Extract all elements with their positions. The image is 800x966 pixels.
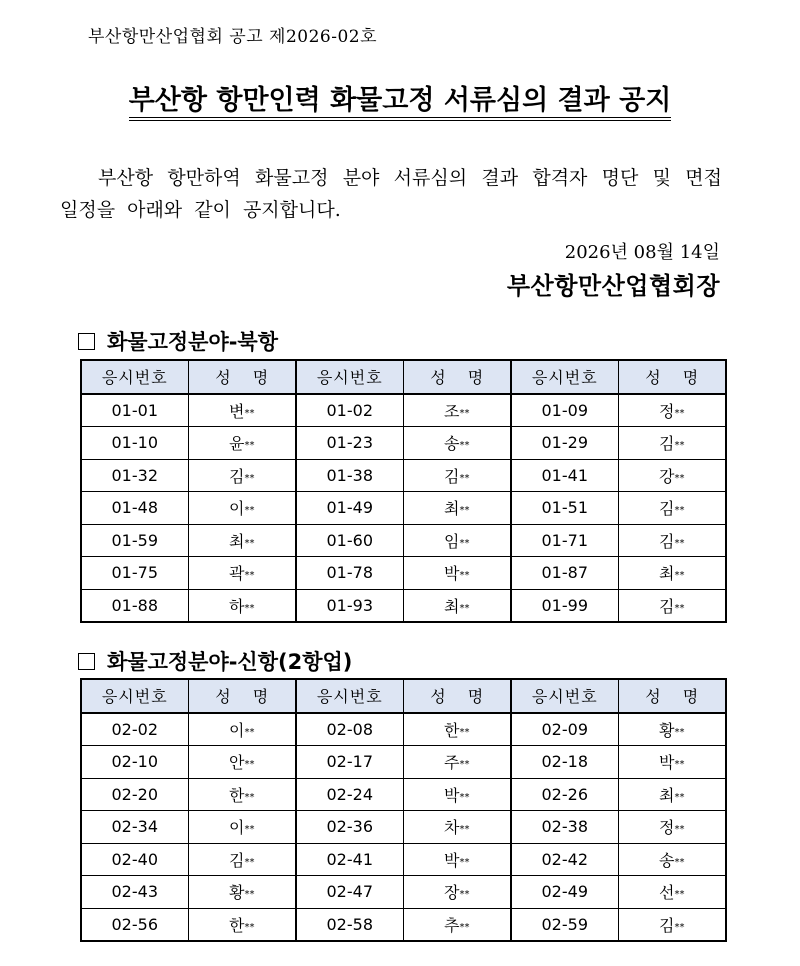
candidate-name-cell: [188, 589, 296, 622]
name-mask: **: [674, 472, 685, 484]
candidate-name-cell: [403, 876, 511, 909]
exam-number-cell: 01-99: [511, 589, 618, 622]
header-exam-number: 응시번호: [511, 679, 618, 713]
candidate-name-cell: [403, 746, 511, 779]
exam-number-cell: 02-38: [511, 811, 618, 844]
name-mask: **: [244, 570, 255, 582]
name-mask: **: [459, 570, 470, 582]
header-name: 성명: [618, 679, 726, 713]
candidate-name-cell: [403, 557, 511, 590]
name-mask: **: [459, 505, 470, 517]
name-mask: **: [244, 472, 255, 484]
candidate-surname: 임: [444, 531, 460, 551]
candidate-surname: 이: [229, 499, 245, 519]
name-mask: **: [674, 856, 685, 868]
table-row: [81, 492, 726, 525]
page-title: [0, 78, 800, 117]
candidate-surname: 안: [229, 753, 245, 773]
table-row: [81, 778, 726, 811]
candidate-name-cell: [188, 778, 296, 811]
candidate-name-cell: [618, 492, 726, 525]
candidate-name-cell: [618, 811, 726, 844]
table-row: [81, 589, 726, 622]
candidate-name-cell: [188, 524, 296, 557]
candidate-surname: 황: [229, 883, 245, 903]
square-bullet-icon: [78, 653, 95, 670]
candidate-surname: 박: [444, 785, 460, 805]
table-row: [81, 427, 726, 460]
exam-number-cell: 02-09: [511, 713, 618, 746]
candidate-surname: 이: [229, 720, 245, 740]
candidate-surname: 김: [659, 499, 675, 519]
name-mask: **: [459, 537, 470, 549]
page-title-text: 부산항 항만인력 화물고정 서류심의 결과 공지: [129, 85, 672, 121]
candidate-name-cell: [403, 843, 511, 876]
candidate-name-cell: [188, 713, 296, 746]
candidate-surname: 김: [659, 596, 675, 616]
name-mask: **: [244, 921, 255, 933]
candidate-surname: 한: [444, 720, 460, 740]
name-mask: **: [674, 537, 685, 549]
exam-number-cell: 02-18: [511, 746, 618, 779]
exam-number-cell: 02-59: [511, 908, 618, 941]
exam-number-cell: 02-58: [296, 908, 403, 941]
exam-number-cell: 02-02: [81, 713, 188, 746]
name-mask: **: [459, 889, 470, 901]
candidate-surname: 최: [659, 564, 675, 584]
exam-number-cell: 02-49: [511, 876, 618, 909]
exam-number-cell: 02-34: [81, 811, 188, 844]
name-mask: **: [244, 505, 255, 517]
name-mask: **: [244, 537, 255, 549]
header-name: 성명: [403, 360, 511, 394]
table-header-row: [81, 360, 726, 394]
exam-number-cell: 01-38: [296, 459, 403, 492]
table-row: [81, 713, 726, 746]
candidate-surname: 박: [659, 753, 675, 773]
name-mask: **: [674, 921, 685, 933]
name-mask: **: [459, 791, 470, 803]
table-row: [81, 843, 726, 876]
table-row: [81, 876, 726, 909]
candidate-surname: 김: [229, 466, 245, 486]
name-mask: **: [459, 440, 470, 452]
candidate-name-cell: [188, 394, 296, 427]
candidate-name-cell: [188, 492, 296, 525]
notice-signer: 부산항만산업협회장: [506, 272, 720, 300]
name-mask: **: [459, 759, 470, 771]
candidate-surname: 최: [229, 531, 245, 551]
candidate-name-cell: [403, 492, 511, 525]
exam-number-cell: 02-56: [81, 908, 188, 941]
candidate-surname: 최: [444, 499, 460, 519]
name-mask: **: [244, 856, 255, 868]
candidate-surname: 변: [229, 401, 245, 421]
candidate-name-cell: [618, 459, 726, 492]
name-mask: **: [244, 791, 255, 803]
header-exam-number: 응시번호: [81, 360, 188, 394]
candidate-name-cell: [188, 908, 296, 941]
name-mask: **: [674, 791, 685, 803]
name-mask: **: [674, 407, 685, 419]
candidate-surname: 윤: [229, 434, 245, 454]
candidate-name-cell: [188, 811, 296, 844]
candidate-name-cell: [618, 524, 726, 557]
exam-number-cell: 01-01: [81, 394, 188, 427]
candidate-surname: 김: [659, 531, 675, 551]
exam-number-cell: 01-59: [81, 524, 188, 557]
exam-number-cell: 01-93: [296, 589, 403, 622]
section-title-bukhang: [78, 326, 278, 356]
name-mask: **: [674, 505, 685, 517]
candidate-name-cell: [403, 459, 511, 492]
candidate-surname: 정: [659, 401, 675, 421]
name-mask: **: [244, 726, 255, 738]
exam-number-cell: 02-24: [296, 778, 403, 811]
header-name: 성명: [618, 360, 726, 394]
candidate-surname: 곽: [229, 564, 245, 584]
name-mask: **: [244, 440, 255, 452]
name-mask: **: [244, 824, 255, 836]
name-mask: **: [674, 440, 685, 452]
candidate-surname: 강: [659, 466, 675, 486]
candidate-name-cell: [618, 394, 726, 427]
candidate-name-cell: [403, 908, 511, 941]
exam-number-cell: 01-71: [511, 524, 618, 557]
exam-number-cell: 02-17: [296, 746, 403, 779]
name-mask: **: [674, 759, 685, 771]
exam-number-cell: 01-09: [511, 394, 618, 427]
candidate-surname: 한: [229, 785, 245, 805]
exam-number-cell: 02-26: [511, 778, 618, 811]
candidate-surname: 선: [659, 883, 675, 903]
candidate-surname: 최: [659, 785, 675, 805]
exam-number-cell: 01-88: [81, 589, 188, 622]
candidate-surname: 박: [444, 564, 460, 584]
name-mask: **: [459, 824, 470, 836]
candidate-name-cell: [403, 524, 511, 557]
name-mask: **: [459, 856, 470, 868]
exam-number-cell: 01-23: [296, 427, 403, 460]
candidate-name-cell: [188, 459, 296, 492]
candidate-surname: 김: [229, 850, 245, 870]
candidate-surname: 장: [444, 883, 460, 903]
notice-date: 2026년 08월 14일: [564, 242, 720, 263]
candidate-surname: 김: [659, 434, 675, 454]
exam-number-cell: 01-32: [81, 459, 188, 492]
section-title-text: 화물고정분야-북항: [107, 330, 279, 354]
candidate-surname: 한: [229, 915, 245, 935]
candidate-name-cell: [618, 589, 726, 622]
table-header-row: [81, 679, 726, 713]
exam-number-cell: 02-40: [81, 843, 188, 876]
candidate-name-cell: [188, 427, 296, 460]
exam-number-cell: 01-48: [81, 492, 188, 525]
candidate-surname: 이: [229, 818, 245, 838]
candidate-name-cell: [403, 811, 511, 844]
name-mask: **: [459, 602, 470, 614]
header-name: 성명: [188, 360, 296, 394]
exam-number-cell: 01-87: [511, 557, 618, 590]
exam-number-cell: 01-75: [81, 557, 188, 590]
candidate-name-cell: [188, 876, 296, 909]
notice-body: [60, 162, 722, 226]
candidate-name-cell: [188, 746, 296, 779]
header-exam-number: 응시번호: [296, 360, 403, 394]
table-row: [81, 746, 726, 779]
name-mask: **: [244, 759, 255, 771]
table-row: [81, 394, 726, 427]
candidate-name-cell: [188, 557, 296, 590]
candidate-name-cell: [618, 713, 726, 746]
candidate-surname: 박: [444, 850, 460, 870]
name-mask: **: [674, 726, 685, 738]
exam-number-cell: 02-47: [296, 876, 403, 909]
results-table-sinhang: [80, 678, 727, 942]
name-mask: **: [674, 824, 685, 836]
candidate-surname: 최: [444, 596, 460, 616]
exam-number-cell: 02-10: [81, 746, 188, 779]
name-mask: **: [674, 602, 685, 614]
header-exam-number: 응시번호: [511, 360, 618, 394]
exam-number-cell: 01-41: [511, 459, 618, 492]
square-bullet-icon: [78, 333, 95, 350]
name-mask: **: [244, 602, 255, 614]
exam-number-cell: 01-29: [511, 427, 618, 460]
name-mask: **: [244, 407, 255, 419]
table-row: [81, 908, 726, 941]
candidate-surname: 김: [659, 915, 675, 935]
exam-number-cell: 02-42: [511, 843, 618, 876]
candidate-name-cell: [403, 778, 511, 811]
header-exam-number: 응시번호: [81, 679, 188, 713]
candidate-surname: 하: [229, 596, 245, 616]
candidate-name-cell: [618, 843, 726, 876]
name-mask: **: [459, 407, 470, 419]
exam-number-cell: 01-10: [81, 427, 188, 460]
name-mask: **: [674, 889, 685, 901]
candidate-surname: 송: [659, 850, 675, 870]
candidate-name-cell: [618, 876, 726, 909]
name-mask: **: [244, 889, 255, 901]
table-row: [81, 524, 726, 557]
candidate-name-cell: [618, 557, 726, 590]
candidate-surname: 차: [444, 818, 460, 838]
exam-number-cell: 02-20: [81, 778, 188, 811]
header-exam-number: 응시번호: [296, 679, 403, 713]
candidate-name-cell: [188, 843, 296, 876]
section-title-sinhang: [78, 646, 352, 676]
candidate-name-cell: [618, 746, 726, 779]
exam-number-cell: 01-78: [296, 557, 403, 590]
section-title-text: 화물고정분야-신항(2항업): [107, 650, 353, 674]
candidate-surname: 황: [659, 720, 675, 740]
exam-number-cell: 01-02: [296, 394, 403, 427]
candidate-name-cell: [618, 778, 726, 811]
name-mask: **: [459, 921, 470, 933]
exam-number-cell: 02-43: [81, 876, 188, 909]
exam-number-cell: 01-51: [511, 492, 618, 525]
candidate-name-cell: [403, 713, 511, 746]
candidate-name-cell: [403, 427, 511, 460]
results-table-bukhang: [80, 359, 727, 623]
table-row: [81, 459, 726, 492]
table-row: [81, 811, 726, 844]
candidate-surname: 조: [444, 401, 460, 421]
candidate-surname: 정: [659, 818, 675, 838]
name-mask: **: [459, 726, 470, 738]
exam-number-cell: 01-60: [296, 524, 403, 557]
candidate-name-cell: [618, 427, 726, 460]
notice-number: 부산항만산업협회 공고 제2026-02호: [88, 27, 378, 47]
name-mask: **: [459, 472, 470, 484]
candidate-surname: 주: [444, 753, 460, 773]
candidate-surname: 추: [444, 915, 460, 935]
name-mask: **: [674, 570, 685, 582]
header-name: 성명: [403, 679, 511, 713]
exam-number-cell: 01-49: [296, 492, 403, 525]
candidate-name-cell: [403, 394, 511, 427]
candidate-name-cell: [403, 589, 511, 622]
table-row: [81, 557, 726, 590]
exam-number-cell: 02-41: [296, 843, 403, 876]
candidate-surname: 송: [444, 434, 460, 454]
exam-number-cell: 02-36: [296, 811, 403, 844]
candidate-surname: 김: [444, 466, 460, 486]
candidate-name-cell: [618, 908, 726, 941]
notice-body-text: 부산항 항만하역 화물고정 분야 서류심의 결과 합격자 명단 및 면접 일정을 아래와 같이 공지합니다.: [60, 167, 722, 221]
header-name: 성명: [188, 679, 296, 713]
exam-number-cell: 02-08: [296, 713, 403, 746]
